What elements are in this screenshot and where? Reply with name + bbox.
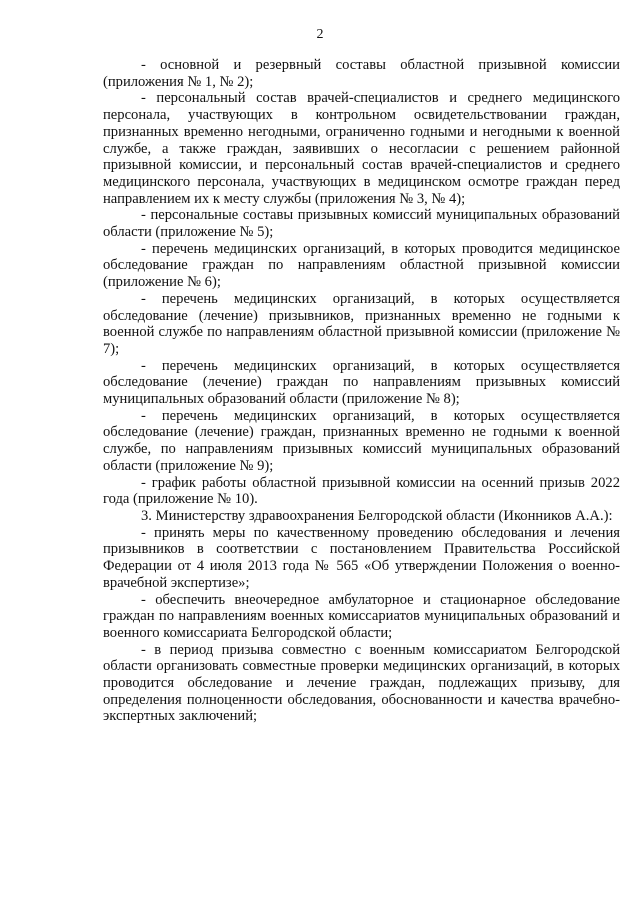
paragraph-commission-composition: - основной и резервный составы областной призывной комиссии (приложения № 1, № 2); bbox=[103, 57, 620, 90]
paragraph-extraordinary-exam: - обеспечить внеочередное амбулаторное и стационарное обследование граждан по направлениям военных комиссариатов муниципальных образований и военного комиссариата Белгородской области; bbox=[103, 591, 620, 641]
paragraph-ministry-heading: 3. Министерству здравоохранения Белгородской области (Иконников А.А.): bbox=[141, 507, 613, 524]
paragraph-medical-organizations-6: - перечень медицинских организаций, в которых проводится медицинское обследование граждан по направлениям областной призывной комиссии (приложение № 6); bbox=[103, 240, 620, 291]
paragraph-joint-inspections: - в период призыва совместно с военным комиссариатом Белгородской области организовать совместные проверки медицинских организаций, в которых проводится обследование и лечение граждан, подлежащих призыву, для определения полноценности обследования, обоснованности и качества врачебно-экспертных заключений; bbox=[103, 641, 620, 725]
page-number: 2 bbox=[316, 27, 324, 42]
document-body bbox=[103, 57, 620, 725]
paragraph-medical-organizations-9: - перечень медицинских организаций, в которых осуществляется обследование (лечение) граждан, признанных временно не годными к военной службе, по направлениям призывных комиссий муниципальных образований области (приложение № 9); bbox=[103, 407, 620, 474]
paragraph-quality-measures: - принять меры по качественному проведению обследования и лечения призывников в соответствии с постановлением Правительства Российской Федерации от 4 июля 2013 года № 565 «Об утверждении Положения о военно-врачебной экспертизе»; bbox=[103, 524, 620, 591]
paragraph-medical-staff: - персональный состав врачей-специалистов и среднего медицинского персонала, участвующих в контрольном освидетельствовании граждан, признанных временно негодными, ограниченно годными и негодными к военной службе, а также граждан, заявивших о несогласии с решением районной призывной комиссии, и персональный состав врачей-специалистов и среднего медицинского персонала, участвующих в медицинском осмотре граждан перед направлением их к месту службы (приложения № 3, № 4); bbox=[103, 90, 620, 207]
paragraph-medical-organizations-8: - перечень медицинских организаций, в которых осуществляется обследование (лечение) граждан по направлениям призывных комиссий муниципальных образований области (приложение № 8); bbox=[103, 357, 620, 408]
paragraph-schedule: - график работы областной призывной комиссии на осенний призыв 2022 года (приложение № 10). bbox=[103, 474, 620, 508]
paragraph-medical-organizations-7: - перечень медицинских организаций, в которых осуществляется обследование (лечение) призывников, признанных временно не годными к военной службе по направлениям областной призывной комиссии (приложение № 7); bbox=[103, 290, 620, 357]
paragraph-municipal-commissions: - персональные составы призывных комиссий муниципальных образований области (приложение № 5); bbox=[103, 207, 620, 241]
